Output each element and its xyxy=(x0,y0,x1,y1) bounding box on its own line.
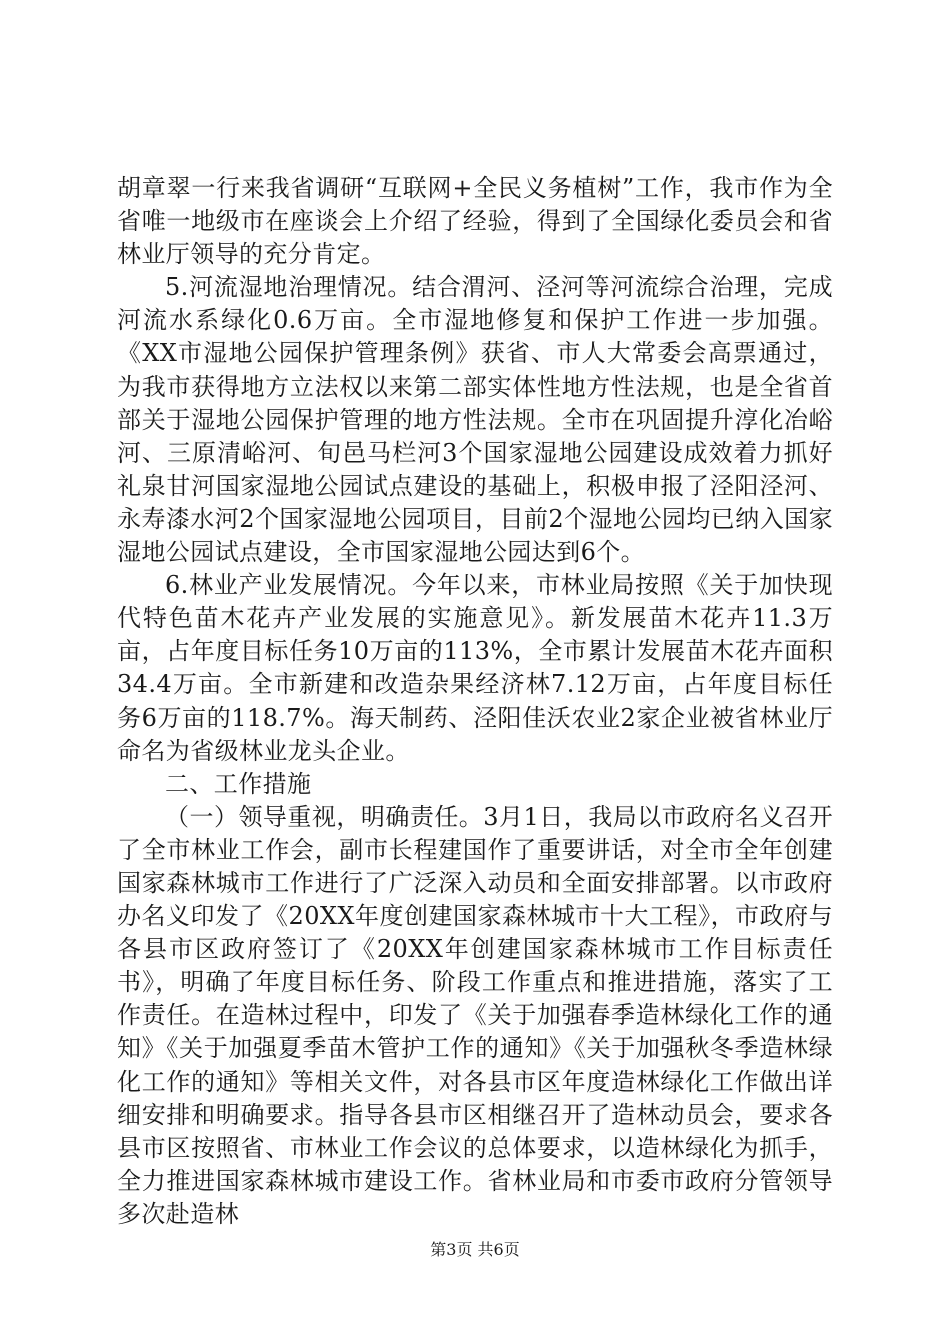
document-body xyxy=(117,172,833,1231)
paragraph-leadership-responsibility: （一）领导重视，明确责任。3月1日，我局以市政府名义召开了全市林业工作会，副市长程建国作了重要讲话，对全市全年创建国家森林城市工作进行了广泛深入动员和全面安排部署。以市政府办名义印发了《20XX年度创建国家森林城市十大工程》，市政府与各县市区政府签订了《20XX年创建国家森林城市工作目标责任书》，明确了年度目标任务、阶段工作重点和推进措施，落实了工作责任。在造林过程中，印发了《关于加强春季造林绿化工作的通知》《关于加强夏季苗木管护工作的通知》《关于加强秋冬季造林绿化工作的通知》等相关文件，对各县市区年度造林绿化工作做出详细安排和明确要求。指导各县市区相继召开了造林动员会，要求各县市区按照省、市林业工作会议的总体要求，以造林绿化为抓手，全力推进国家森林城市建设工作。省林业局和市委市政府分管领导多次赴造林 xyxy=(117,802,833,1228)
page-number-footer: 第3页 共6页 xyxy=(430,1240,520,1259)
paragraph-wetland-governance: 5.河流湿地治理情况。结合渭河、泾河等河流综合治理，完成河流水系绿化0.6万亩。全市湿地修复和保护工作进一步加强。《XX市湿地公园保护管理条例》获省、市人大常委会高票通过，为我市获得地方立法权以来第二部实体性地方性法规，也是全省首部关于湿地公园保护管理的地方性法规。全市在巩固提升淳化冶峪河、三原清峪河、旬邑马栏河3个国家湿地公园建设成效着力抓好礼泉甘河国家湿地公园试点建设的基础上，积极申报了泾阳泾河、永寿漆水河2个国家湿地公园项目，目前2个湿地公园均已纳入国家湿地公园试点建设，全市国家湿地公园达到6个。 xyxy=(117,273,833,567)
paragraph-forestry-industry: 6.林业产业发展情况。今年以来，市林业局按照《关于加快现代特色苗木花卉产业发展的实施意见》。新发展苗木花卉11.3万亩，占年度目标任务10万亩的113%，全市累计发展苗木花卉面积34.4万亩。全市新建和改造杂果经济林7.12万亩，占年度目标任务6万亩的118.7%。海天制药、泾阳佳沃农业2家企业被省林业厅命名为省级林业龙头企业。 xyxy=(117,571,833,765)
section-heading-work-measures: 二、工作措施 xyxy=(165,769,312,798)
paragraph-continuation: 胡章翠一行来我省调研“互联网+全民义务植树”工作，我市作为全省唯一地级市在座谈会上介绍了经验，得到了全国绿化委员会和省林业厅领导的充分肯定。 xyxy=(117,174,833,269)
